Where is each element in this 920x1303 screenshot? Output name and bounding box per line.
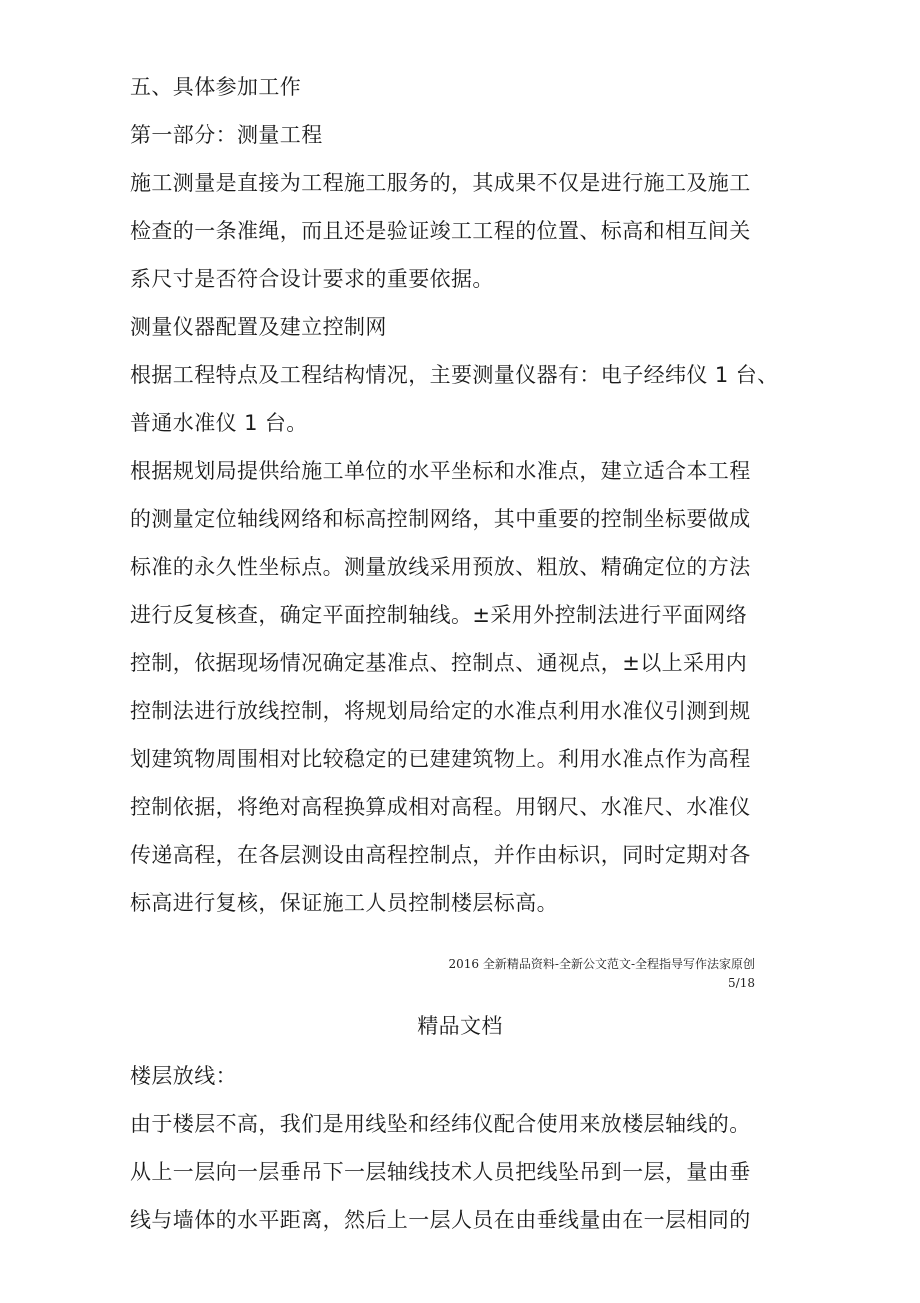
paragraph-line: 的测量定位轴线网络和标高控制网络，其中重要的控制坐标要做成 <box>130 507 751 531</box>
paragraph-line: 控制，依据现场情况确定基准点、控制点、通视点，±以上采用内 <box>130 651 748 675</box>
section-heading: 五、具体参加工作 <box>130 75 302 99</box>
page-footer: 2016 全新精品资料-全新公文范文-全程指导写作法家原创 <box>448 957 755 971</box>
part-title: 第一部分：测量工程 <box>130 123 323 147</box>
paragraph-line: 线与墙体的水平距离，然后上一层人员在由垂线量由在一层相同的 <box>130 1208 751 1232</box>
paragraph-line: 系尺寸是否符合设计要求的重要依据。 <box>130 267 494 291</box>
document-label: 精品文档 <box>417 1014 503 1038</box>
paragraph-line: 传递高程，在各层测设由高程控制点，并作由标识，同时定期对各 <box>130 843 751 867</box>
paragraph-line: 施工测量是直接为工程施工服务的，其成果不仅是进行施工及施工 <box>130 171 751 195</box>
paragraph-line: 标准的永久性坐标点。测量放线采用预放、粗放、精确定位的方法 <box>130 555 751 579</box>
paragraph-line: 标高进行复核，保证施工人员控制楼层标高。 <box>130 891 558 915</box>
page-number: 5/18 <box>728 976 755 990</box>
paragraph-line: 控制法进行放线控制，将规划局给定的水准点利用水准仪引测到规 <box>130 699 751 723</box>
subheading: 楼层放线： <box>130 1064 237 1088</box>
paragraph-line: 划建筑物周围相对比较稳定的已建建筑物上。利用水准点作为高程 <box>130 747 751 771</box>
paragraph-line: 由于楼层不高，我们是用线坠和经纬仪配合使用来放楼层轴线的。 <box>130 1112 751 1136</box>
paragraph-line: 控制依据，将绝对高程换算成相对高程。用钢尺、水准尺、水准仪 <box>130 795 751 819</box>
paragraph-line: 检查的一条准绳，而且还是验证竣工工程的位置、标高和相互间关 <box>130 219 751 243</box>
subheading: 测量仪器配置及建立控制网 <box>130 315 387 339</box>
paragraph-line: 进行反复核查，确定平面控制轴线。±采用外控制法进行平面网络 <box>130 603 748 627</box>
paragraph-line: 根据工程特点及工程结构情况，主要测量仪器有：电子经纬仪 1 台、 <box>130 363 779 387</box>
paragraph-line: 普通水准仪 1 台。 <box>130 411 308 435</box>
paragraph-line: 从上一层向一层垂吊下一层轴线技术人员把线坠吊到一层，量由垂 <box>130 1160 751 1184</box>
paragraph-line: 根据规划局提供给施工单位的水平坐标和水准点，建立适合本工程 <box>130 459 751 483</box>
